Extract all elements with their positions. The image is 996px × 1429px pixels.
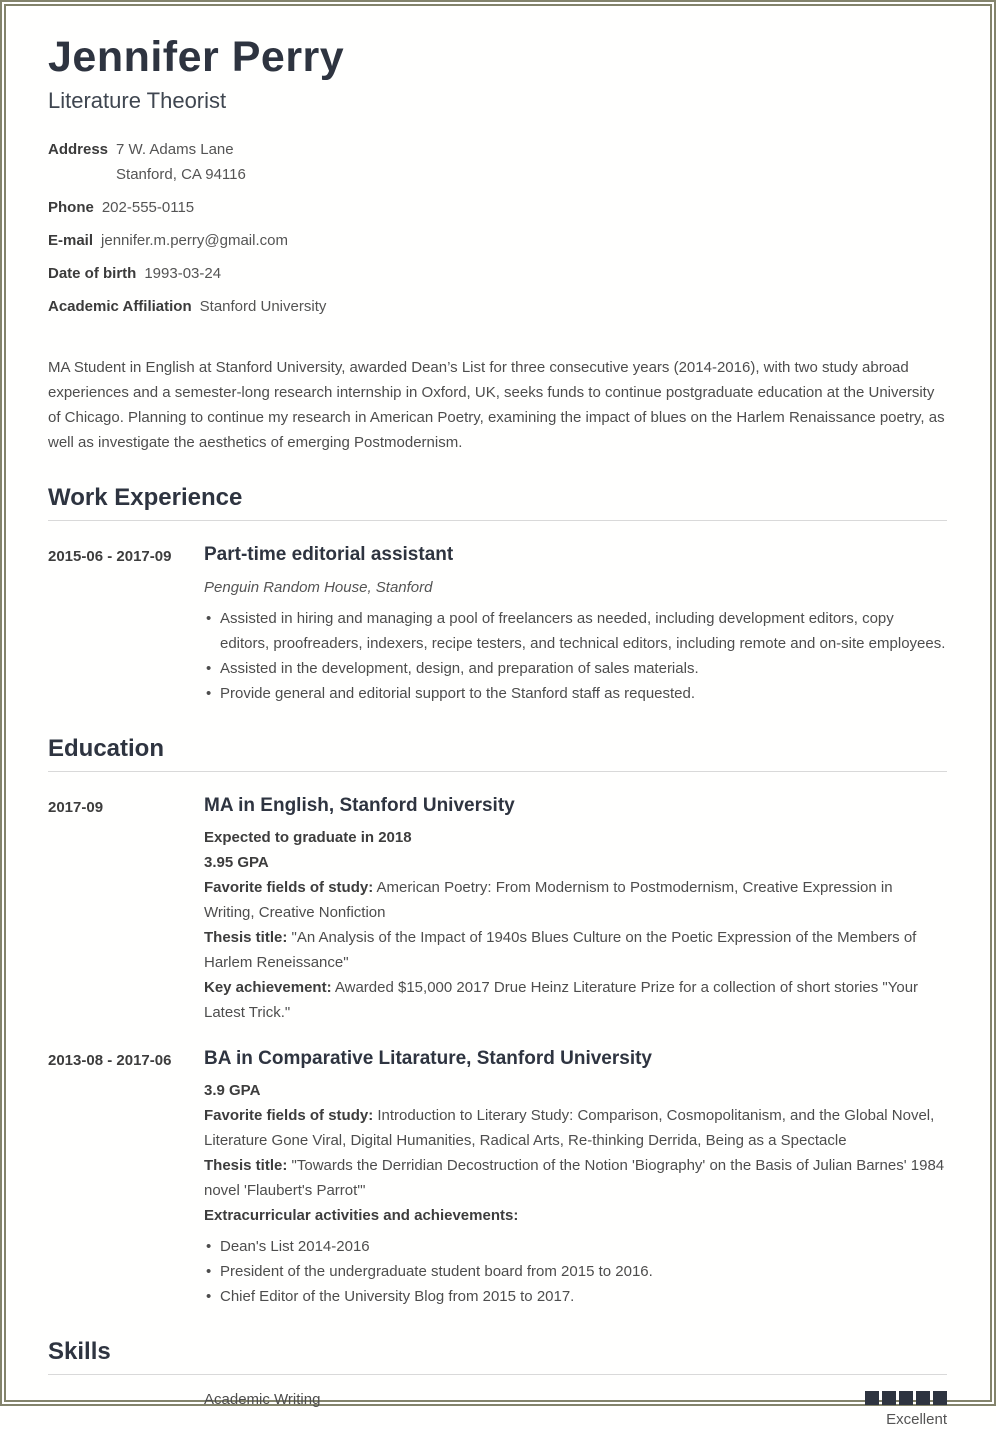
job-bullet: • Assisted in the development, design, and preparation of sales materials.: [204, 656, 947, 681]
section-heading-education: Education: [48, 735, 165, 762]
detail-label: Expected to graduate in 2018: [204, 829, 412, 846]
degree-detail-line: [204, 925, 947, 975]
detail-text: "Towards the Derridian Decostruction of the Notion 'Biography' on the Basis of Julian Barnes' 1984 novel 'Flaubert's Parrot'": [204, 1157, 945, 1199]
degree-detail-line: [204, 850, 947, 875]
contact-row-affiliation: [48, 294, 947, 319]
skill-rating: [865, 1391, 947, 1429]
detail-label: Thesis title:: [204, 929, 288, 946]
degree-title: MA in English, Stanford University: [204, 795, 515, 816]
section-work-experience: [48, 484, 947, 706]
detail-label: Key achievement:: [204, 979, 332, 996]
degree-detail-line: [204, 1153, 947, 1203]
degree-bullet: • President of the undergraduate student board from 2015 to 2016.: [204, 1259, 947, 1284]
section-education: [48, 735, 947, 1309]
skill-level-square: [933, 1391, 947, 1405]
education-entry-ma: [48, 794, 947, 1025]
contact-row-phone: [48, 195, 947, 220]
degree-title: BA in Comparative Litarature, Stanford University: [204, 1048, 653, 1069]
entry-dates: 2017-09: [48, 799, 104, 816]
detail-label: 3.95 GPA: [204, 854, 269, 871]
address-line-1: 7 W. Adams Lane: [116, 141, 234, 158]
entry-body: [204, 543, 947, 706]
section-heading-work: Work Experience: [48, 484, 243, 511]
detail-label: Favorite fields of study:: [204, 1107, 374, 1124]
detail-label: Favorite fields of study:: [204, 879, 374, 896]
skill-level-square: [865, 1391, 879, 1405]
contact-row-email: [48, 228, 947, 253]
skill-level-squares: [865, 1391, 947, 1405]
detail-text: American Poetry: From Modernism to Postmodernism, Creative Expression in Writing, Creative Nonfiction: [204, 879, 893, 921]
section-divider: [48, 1374, 947, 1375]
profile-summary: MA Student in English at Stanford University, awarded Dean’s List for three consecutive years (2014-2016), with two study abroad experiences and a semester-long research internship in Oxford, UK, seeks funds to continue postgraduate education at the University of Chicago. Planning to continue my research in American Poetry, examining the impact of blues on the Harlem Renaissance poetry, as well as investigate the aesthetics of emerging Postmodernism.: [48, 359, 945, 451]
detail-label: Extracurricular activities and achievements:: [204, 1207, 519, 1224]
section-skills: [48, 1338, 947, 1429]
detail-label: Thesis title:: [204, 1157, 288, 1174]
contact-label: Date of birth: [48, 265, 137, 282]
person-name: Jennifer Perry: [48, 33, 345, 81]
contact-value: jennifer.m.perry@gmail.com: [101, 232, 288, 249]
resume-page: [6, 6, 990, 1429]
degree-details: [204, 1078, 947, 1228]
skill-level-square: [882, 1391, 896, 1405]
job-bullet: • Provide general and editorial support to the Stanford staff as requested.: [204, 681, 947, 706]
degree-detail-line: [204, 875, 947, 925]
entry-body: [204, 1047, 947, 1309]
degree-bullet-list: [204, 1234, 947, 1309]
contact-label: Address: [48, 141, 109, 158]
work-entry: [48, 543, 947, 706]
skill-name: Academic Writing: [204, 1391, 321, 1408]
degree-detail-line: [204, 1078, 947, 1103]
section-divider: [48, 771, 947, 772]
skill-level-square: [916, 1391, 930, 1405]
skill-row: [48, 1391, 947, 1429]
contact-block: [48, 137, 947, 319]
detail-text: "An Analysis of the Impact of 1940s Blues Culture on the Poetic Expression of the Members of Harlem Reneissance": [204, 929, 917, 971]
detail-label: 3.9 GPA: [204, 1082, 261, 1099]
job-company: Penguin Random House, Stanford: [204, 579, 433, 596]
entry-dates: 2015-06 - 2017-09: [48, 548, 172, 565]
degree-bullet: • Chief Editor of the University Blog from 2015 to 2017.: [204, 1284, 947, 1309]
detail-text: Introduction to Literary Study: Comparison, Cosmopolitanism, and the Global Novel, Literature Gone Viral, Digital Humanities, Radical Arts, Re-thinking Derrida, Being as a Spectacle: [204, 1107, 935, 1149]
contact-label: Academic Affiliation: [48, 298, 192, 315]
degree-bullet: • Dean's List 2014-2016: [204, 1234, 947, 1259]
contact-value: 202-555-0115: [101, 199, 195, 216]
degree-detail-line: [204, 975, 947, 1025]
entry-dates: 2013-08 - 2017-06: [48, 1052, 172, 1069]
degree-detail-line: [204, 1203, 947, 1228]
job-title: Part-time editorial assistant: [204, 544, 454, 565]
contact-label: Phone: [48, 199, 94, 216]
entry-body: [204, 794, 947, 1025]
education-entry-ba: [48, 1047, 947, 1309]
contact-row-address: [48, 137, 947, 187]
skill-level-label: Excellent: [886, 1411, 947, 1428]
section-divider: [48, 520, 947, 521]
contact-value: [116, 137, 246, 187]
degree-details: [204, 825, 947, 1025]
skill-level-square: [899, 1391, 913, 1405]
contact-label: E-mail: [48, 232, 94, 249]
degree-detail-line: [204, 825, 947, 850]
degree-detail-line: [204, 1103, 947, 1153]
job-bullet-list: [204, 606, 947, 706]
skill-dates-spacer: [48, 1391, 204, 1429]
section-heading-skills: Skills: [48, 1338, 111, 1365]
job-bullet: • Assisted in hiring and managing a pool of freelancers as needed, including development editors, copy editors, proofreaders, indexers, recipe testers, and technical editors, including remote and on-site employees.: [204, 606, 947, 656]
address-line-2: Stanford, CA 94116: [116, 166, 246, 183]
contact-value: 1993-03-24: [144, 265, 222, 282]
contact-value: Stanford University: [199, 298, 327, 315]
person-job-title: Literature Theorist: [48, 88, 227, 113]
detail-text: Awarded $15,000 2017 Drue Heinz Literature Prize for a collection of short stories "Your Latest Trick.": [204, 979, 919, 1021]
contact-row-dob: [48, 261, 947, 286]
